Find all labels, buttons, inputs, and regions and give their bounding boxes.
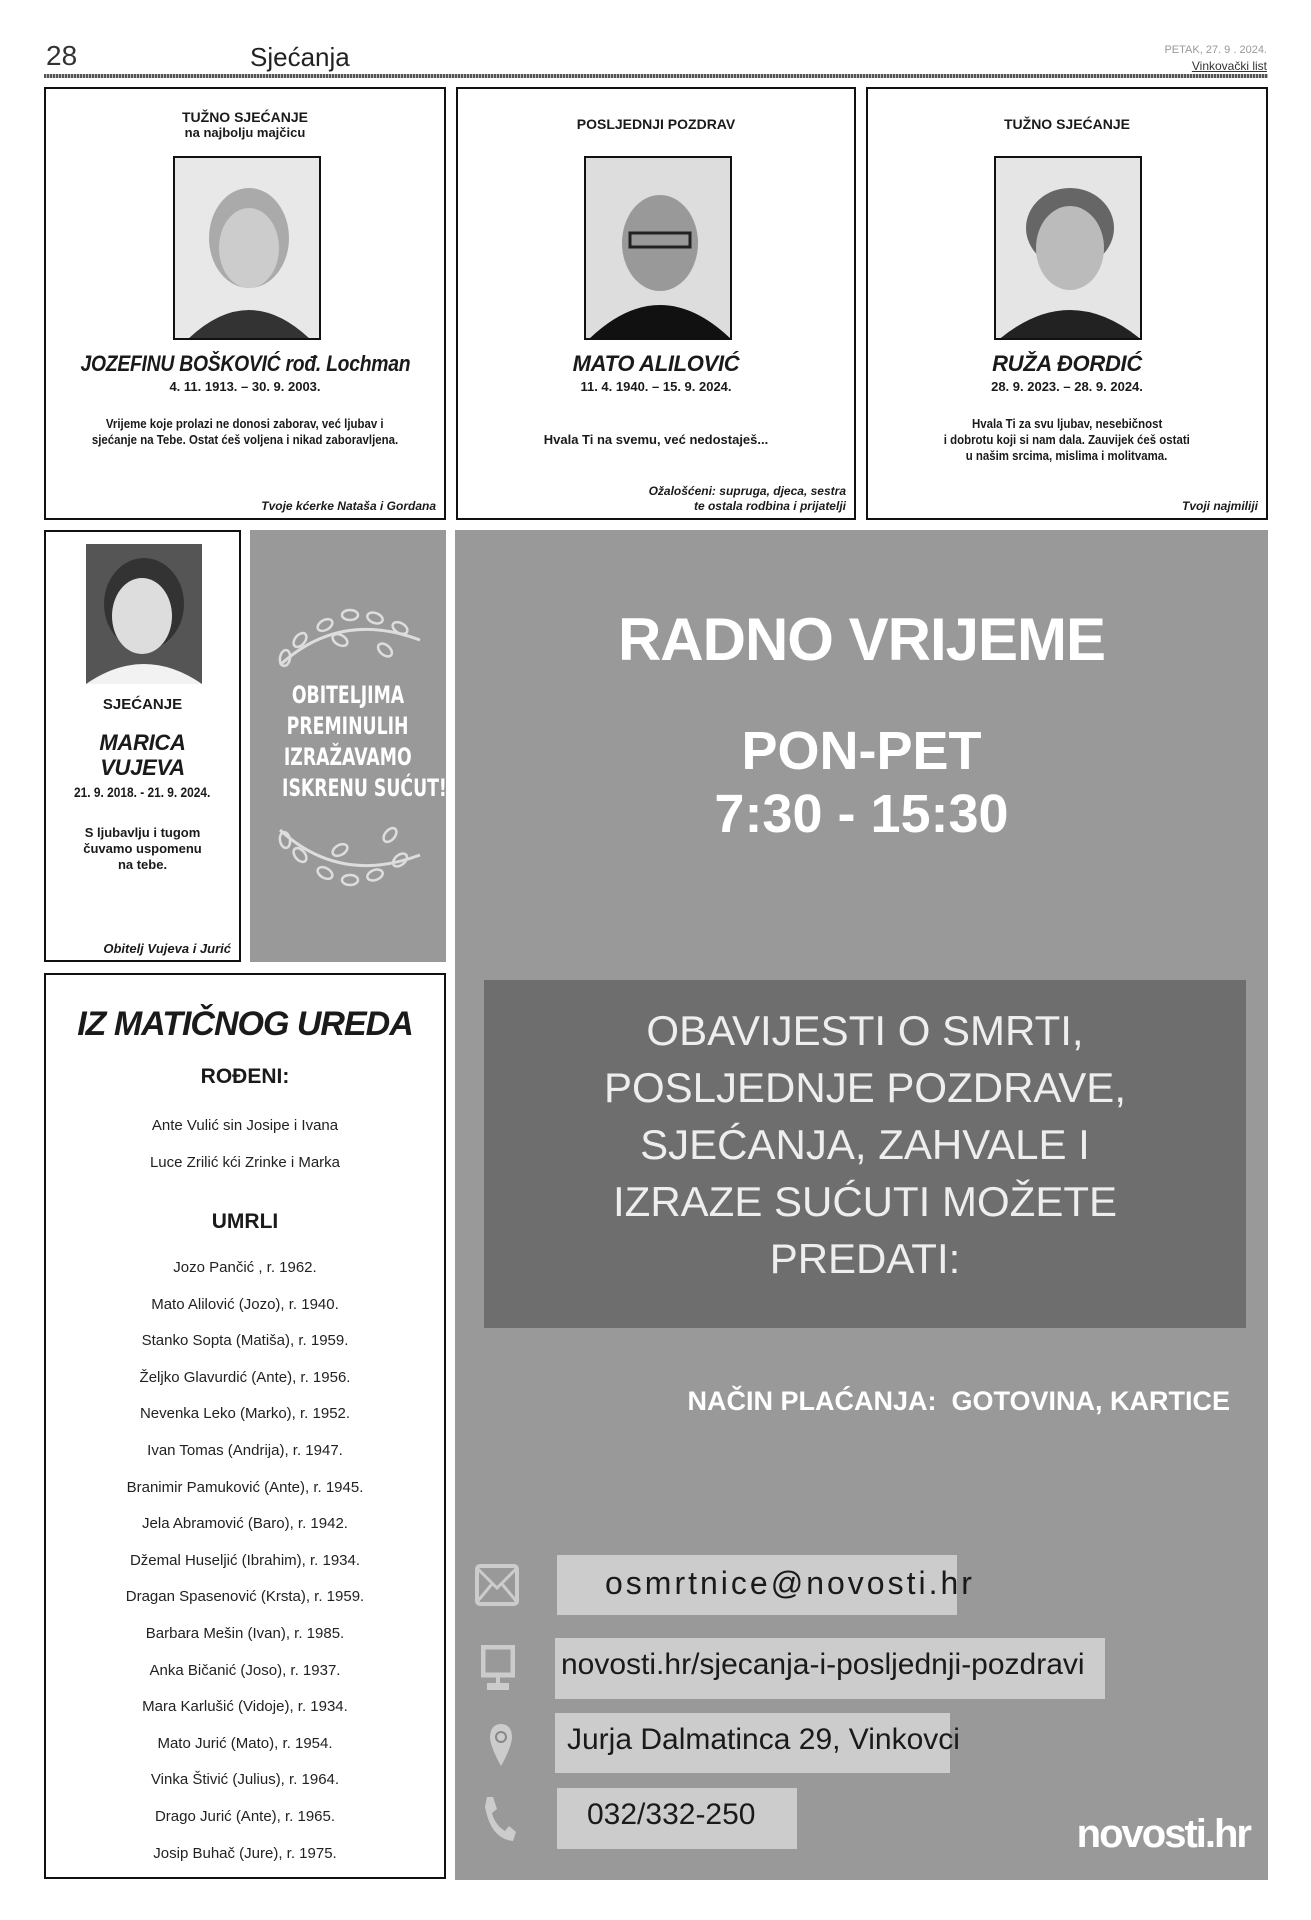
registry-title: IZ MATIČNOG UREDA [77,1005,413,1043]
section-title: Sjećanja [250,42,350,72]
registry-entry: Stanko Sopta (Matiša), r. 1959. [141,1332,349,1350]
novosti-logo: novosti.hr [1076,1812,1250,1856]
deceased-name: RUŽA ĐORDIĆ [992,351,1142,376]
address-text: Jurja Dalmatinca 29, Vinkovci [555,1713,950,1773]
portrait-photo [86,544,202,684]
portrait-photo [994,156,1142,340]
notice-title: SJEĆANJE [102,696,183,713]
header-divider [44,74,1268,78]
hours-time: 7:30 - 15:30 [714,784,1009,844]
life-dates: 4. 11. 1913. – 30. 9. 2003. [169,379,321,394]
phone-number[interactable]: 032/332-250 [557,1788,797,1849]
notice-vujeva [44,530,241,962]
portrait-photo [173,156,321,340]
registry-entry: Džemal Huseljić (Ibrahim), r. 1934. [129,1551,361,1569]
registry-entry: Nevenka Leko (Marko), r. 1952. [139,1405,351,1423]
died-heading: UMRLI [211,1210,279,1233]
notice-text: Hvala Ti za svu ljubav, nesebičnost i dobrotu koji si nam dala. Zauvijek ćeš ostati u našim srcima, mislima i molitvama. [943,416,1191,463]
computer-icon [481,1645,515,1693]
notice-title: TUŽNO SJEĆANJE [181,109,309,125]
registry-entry: Drago Jurić (Ante), r. 1965. [154,1807,336,1825]
website-link[interactable]: novosti.hr/sjecanja-i-posljednji-pozdravi [555,1638,1105,1699]
died-list [46,1250,444,1872]
notice-alilovic [456,87,856,520]
registry-entry: Jela Abramović (Baro), r. 1942. [142,1515,348,1533]
paper-name: Vinkovački list [1191,59,1267,73]
notice-text: Vrijeme koje prolazi ne donosi zaborav, već ljubav i sjećanje na Tebe. Ostat ćeš voljena i nikad zaboravljena. [91,416,399,447]
notice-text: S ljubavlju i tugom čuvamo uspomenu na tebe. [83,825,202,872]
life-dates: 21. 9. 2018. - 21. 9. 2024. [74,784,211,800]
registry-entry: Dragan Spasenović (Krsta), r. 1959. [125,1588,365,1606]
registry-entry: Josip Buhač (Jure), r. 1975. [153,1844,337,1862]
notice-dordic [866,87,1268,520]
envelope-icon [475,1562,519,1608]
life-dates: 11. 4. 1940. – 15. 9. 2024. [580,379,732,394]
registry-entry: Mato Jurić (Mato), r. 1954. [157,1734,333,1752]
registry-entry: Vinka Štivić (Julius), r. 1964. [150,1771,340,1789]
hours-days: PON-PET [741,721,982,781]
page-number: 28 [46,40,78,71]
laurel-bottom-icon [270,815,426,895]
registry-entry: Mato Alilović (Jozo), r. 1940. [151,1295,339,1313]
registry-entry: Ivan Tomas (Andrija), r. 1947. [147,1441,343,1459]
laurel-top-icon [270,600,426,680]
signature: Tvoje kćerke Nataša i Gordana [261,499,436,513]
life-dates: 28. 9. 2023. – 28. 9. 2024. [991,379,1143,394]
notice-title: POSLJEDNJI POZDRAV [576,116,736,132]
registry-box [44,973,446,1879]
notice-title: TUŽNO SJEĆANJE [1003,116,1131,132]
hours-heading: RADNO VRIJEME [617,606,1106,673]
email-link[interactable]: osmrtnice@novosti.hr [557,1555,957,1615]
deceased-name: JOZEFINU BOŠKOVIĆ rođ. Lochman [80,351,410,376]
deceased-name: MARICA VUJEVA [99,730,186,780]
notice-subtitle: na najbolju majčicu [184,125,306,140]
registry-entry: Branimir Pamuković (Ante), r. 1945. [126,1478,364,1496]
signature: Tvoji najmiliji [1181,499,1258,513]
notice-text: Hvala Ti na svemu, već nedostaješ... [543,432,769,447]
issue-date: PETAK, 27. 9 . 2024. [1164,44,1267,56]
phone-icon [481,1795,517,1843]
registry-entry: Anka Bičanić (Joso), r. 1937. [149,1661,341,1679]
condolence-text: OBITELJIMA PREMINULIH IZRAŽAVAMO ISKRENU SUĆUT! [282,681,447,802]
signature: Obitelj Vujeva i Jurić [103,941,231,956]
notice-boskovic [44,87,446,520]
ad-panel [455,530,1268,1880]
deceased-name: MATO ALILOVIĆ [572,351,740,376]
portrait-photo [584,156,732,340]
born-list [46,1107,444,1181]
born-heading: ROĐENI: [200,1065,290,1088]
registry-entry: Luce Zrilić kći Zrinke i Marka [149,1154,341,1171]
registry-entry: Mara Karlušić (Vidoje), r. 1934. [142,1698,348,1716]
payment-methods: NAČIN PLAĆANJA: GOTOVINA, KARTICE [687,1386,1230,1416]
registry-entry: Ante Vulić sin Josipe i Ivana [151,1117,339,1134]
location-pin-icon [488,1722,514,1770]
registry-entry: Jozo Pančić , r. 1962. [173,1259,317,1276]
notice-info-box: OBAVIJESTI O SMRTI, POSLJEDNJE POZDRAVE, SJEĆANJA, ZAHVALE I IZRAZE SUĆUTI MOŽETE PREDATI: [484,980,1246,1328]
registry-entry: Željko Glavurdić (Ante), r. 1956. [139,1368,351,1386]
condolence-box [250,530,446,962]
signature: Ožalošćeni: supruga, djeca, sestra te ostala rodbina i prijatelji [648,484,846,513]
registry-entry: Barbara Mešin (Ivan), r. 1985. [145,1624,345,1642]
